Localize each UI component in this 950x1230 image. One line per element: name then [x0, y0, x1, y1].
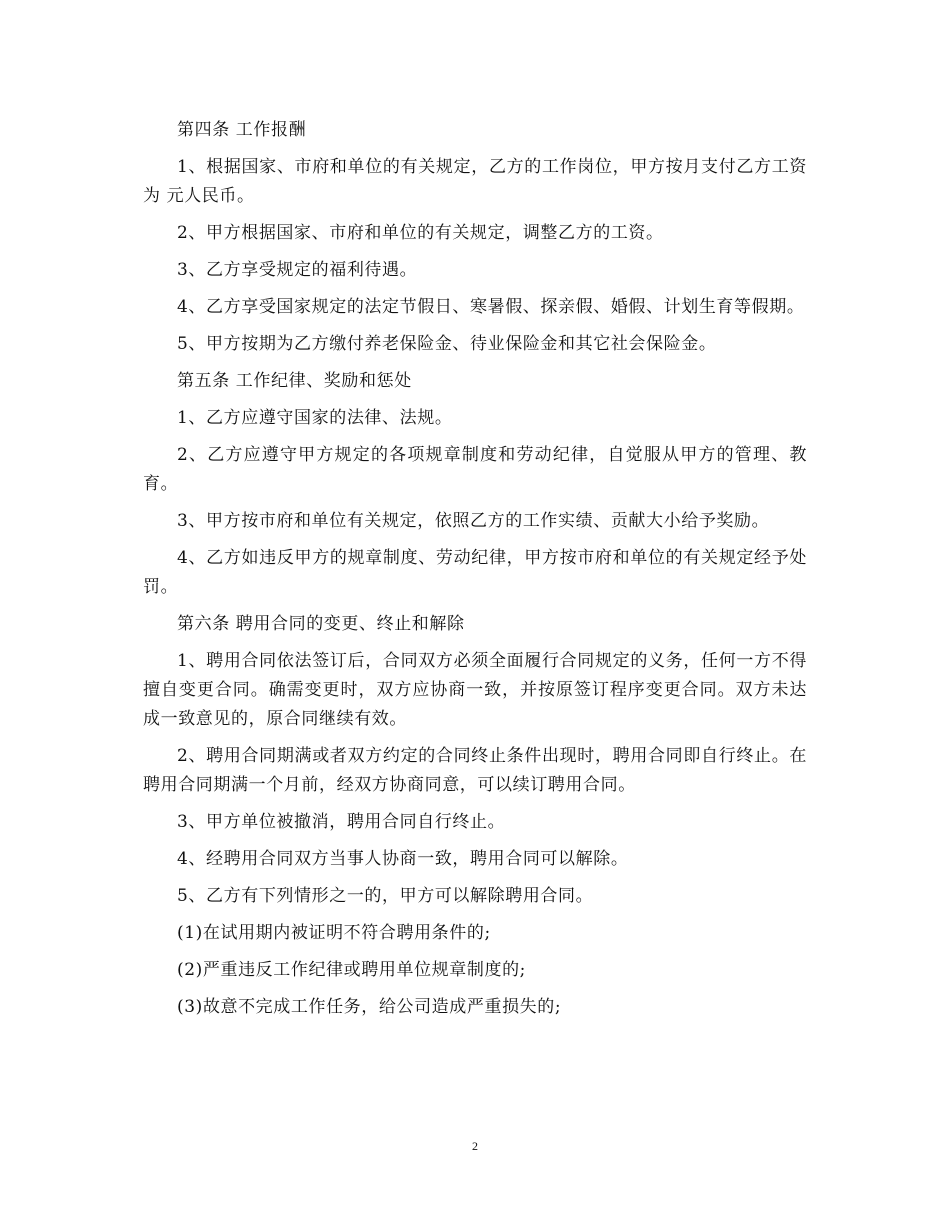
- document-body: [143, 116, 807, 1030]
- paragraph: 1、乙方应遵守国家的法律、法规。: [177, 408, 453, 428]
- paragraph: 4、经聘用合同双方当事人协商一致，聘用合同可以解除。: [177, 849, 629, 869]
- paragraph: 1、根据国家、市府和单位的有关规定，乙方的工作岗位，甲方按月支付乙方工资为 元人民币。: [143, 157, 807, 206]
- paragraph: 4、乙方享受国家规定的法定节假日、寒暑假、探亲假、婚假、计划生育等假期。: [177, 297, 805, 317]
- list-item: (1)在试用期内被证明不符合聘用条件的;: [177, 923, 491, 943]
- paragraph: 5、甲方按期为乙方缴付养老保险金、待业保险金和其它社会保险金。: [177, 334, 717, 354]
- paragraph: 5、乙方有下列情形之一的，甲方可以解除聘用合同。: [177, 886, 594, 906]
- paragraph: 2、乙方应遵守甲方规定的各项规章制度和劳动纪律，自觉服从甲方的管理、教育。: [143, 445, 807, 494]
- paragraph: 2、聘用合同期满或者双方约定的合同终止条件出现时，聘用合同即自行终止。在聘用合同期满一个月前，经双方协商同意，可以续订聘用合同。: [143, 746, 807, 795]
- page-number: 2: [472, 1139, 478, 1153]
- list-item: (3)故意不完成工作任务，给公司造成严重损失的;: [177, 997, 562, 1017]
- paragraph: 3、乙方享受规定的福利待遇。: [177, 260, 418, 280]
- paragraph: 3、甲方单位被撤消，聘用合同自行终止。: [177, 812, 506, 832]
- paragraph: 4、乙方如违反甲方的规章制度、劳动纪律，甲方按市府和单位的有关规定经予处罚。: [143, 548, 807, 597]
- paragraph: 2、甲方根据国家、市府和单位的有关规定，调整乙方的工资。: [177, 223, 664, 243]
- section-heading-article-4: 第四条 工作报酬: [177, 120, 307, 140]
- section-heading-article-6: 第六条 聘用合同的变更、终止和解除: [177, 614, 465, 634]
- section-heading-article-5: 第五条 工作纪律、奖励和惩处: [177, 371, 412, 391]
- paragraph: 1、聘用合同依法签订后，合同双方必须全面履行合同规定的义务，任何一方不得擅自变更合同。确需变更时，双方应协商一致，并按原签订程序变更合同。双方未达成一致意见的，原合同继续有效。: [143, 651, 807, 729]
- list-item: (2)严重违反工作纪律或聘用单位规章制度的;: [177, 960, 527, 980]
- paragraph: 3、甲方按市府和单位有关规定，依照乙方的工作实绩、贡献大小给予奖励。: [177, 511, 770, 531]
